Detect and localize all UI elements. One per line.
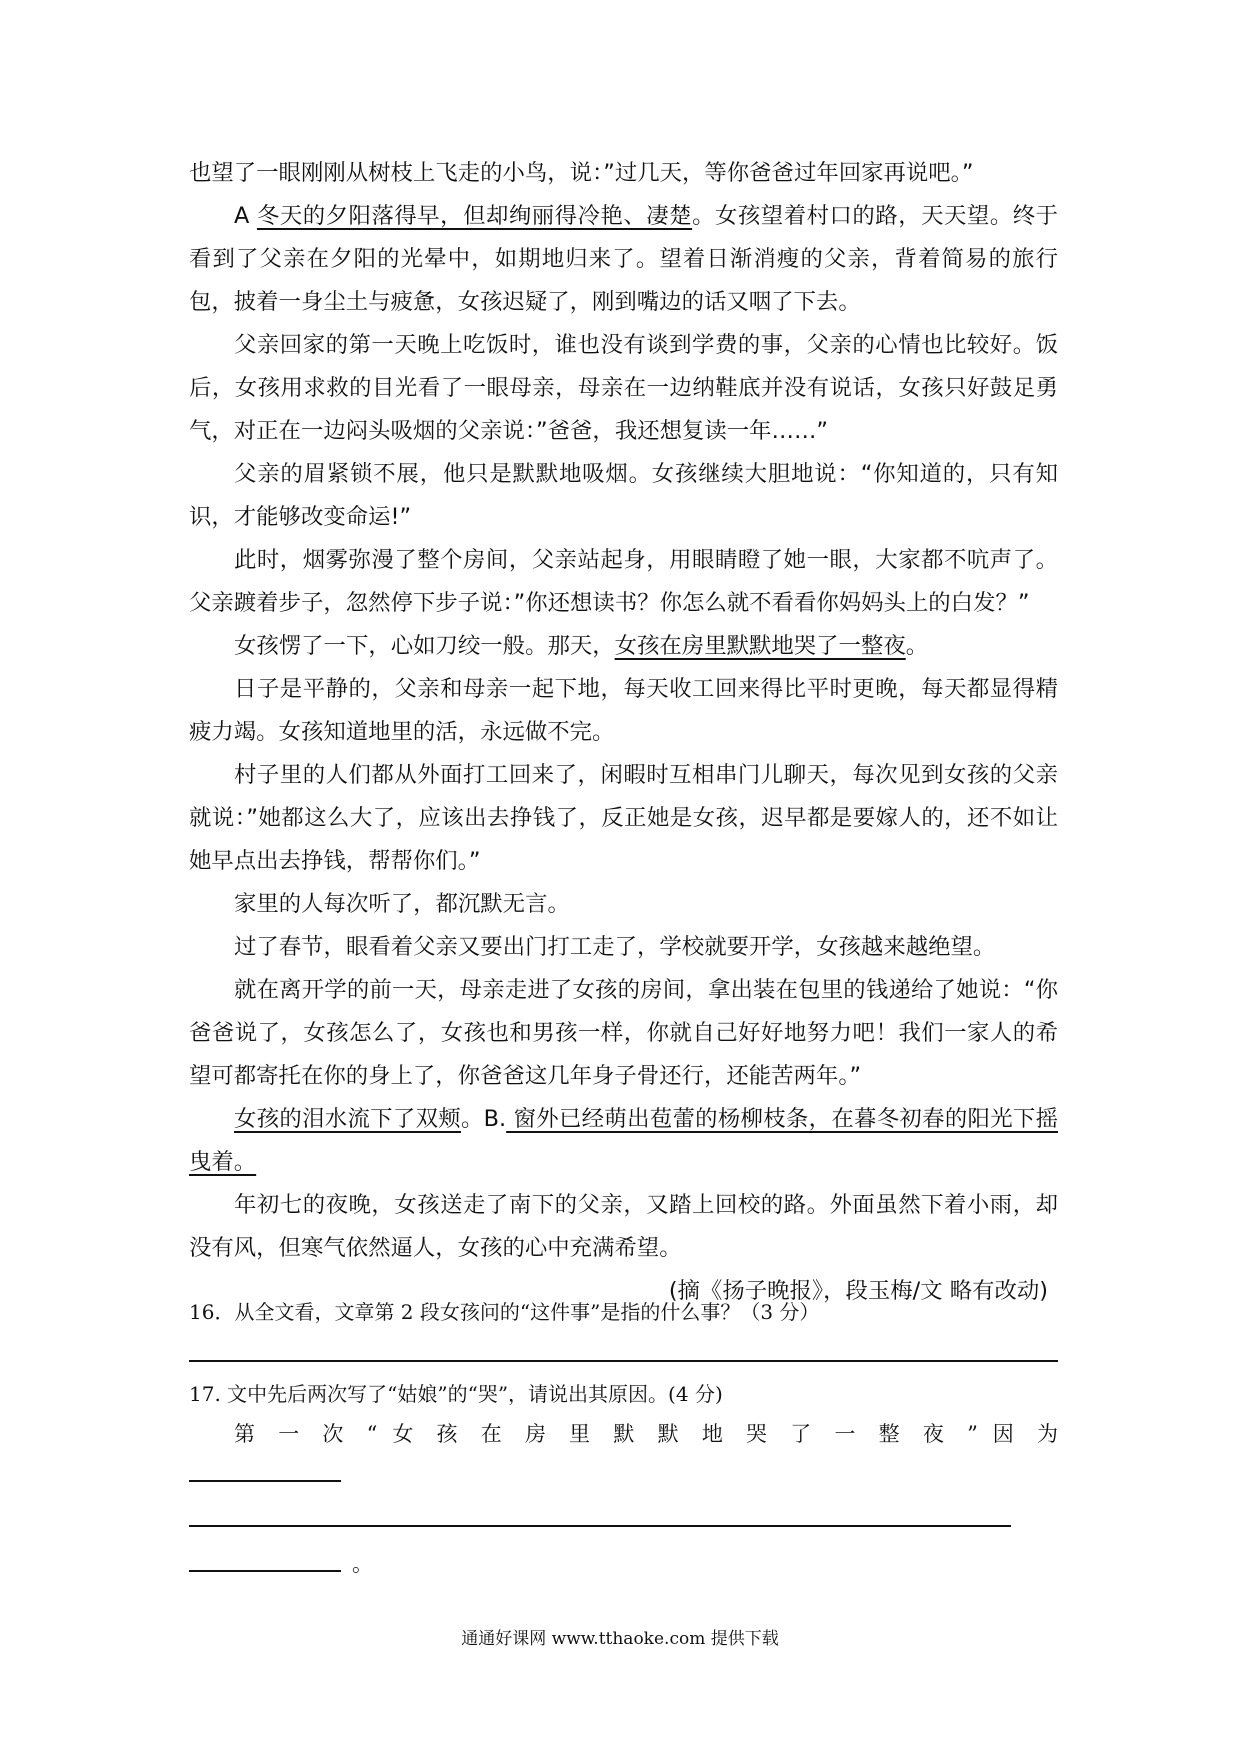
paragraph-13: 年初七的夜晚，女孩送走了南下的父亲，又踏上回校的路。外面虽然下着小雨，却没有风，但寒气依然逼人，女孩的心中充满希望。	[189, 1192, 1058, 1261]
underlined-tears-sentence: 女孩的泪水流下了双颊	[234, 1106, 461, 1132]
underlined-sentence-b: 窗外已经萌出苞蕾的杨柳枝条，在暮冬初春的阳光下摇曳着。	[189, 1106, 1058, 1175]
source-citation: (摘《扬子晚报》，段玉梅/文 略有改动)	[668, 1278, 1048, 1304]
page-footer: 通通好课网 www.tthaoke.com 提供下载	[461, 1629, 779, 1649]
paragraph-8: 村子里的人们都从外面打工回来了，闲暇时互相串门儿聊天，每次见到女孩的父亲就说：”她都这么大了，应该出去挣钱了，反正她是女孩，迟早都是要嫁人的，还不如让她早点出去挣钱，帮帮你们。”	[189, 762, 1058, 874]
paragraph-2: A 冬天的夕阳落得早，但却绚丽得冷艳、凄楚。女孩望着村口的路，天天望。终于看到了父亲在夕阳的光晕中，如期地归来了。望着日渐消瘦的父亲，背着简易的旅行包，披着一身尘土与疲惫，女孩迟疑了，刚到嘴边的话又咽了下去。	[189, 203, 1059, 315]
paragraph-3: 父亲回家的第一天晚上吃饭时，谁也没有谈到学费的事，父亲的心情也比较好。饭后，女孩用求救的目光看了一眼母亲，母亲在一边纳鞋底并没有说话，女孩只好鼓足勇气，对正在一边闷头吸烟的父亲说：”爸爸，我还想复读一年……”	[189, 332, 1058, 444]
paragraph-1: 也望了一眼刚刚从树枝上飞走的小鸟，说：”过几天，等你爸爸过年回家再说吧。”	[189, 160, 974, 186]
paragraph-6: 女孩愣了一下，心如刀绞一般。那天，女孩在房里默默地哭了一整夜。	[234, 633, 929, 659]
paragraph-10: 过了春节，眼看着父亲又要出门打工走了，学校就要开学，女孩越来越绝望。	[234, 934, 996, 960]
answer-blank-3	[189, 1570, 341, 1572]
question-17-first-cry: 第 一 次 “ 女 孩 在 房 里 默 默 地 哭 了 一 整 夜 ” 因 为	[234, 1422, 1058, 1446]
answer-line-2	[189, 1525, 1011, 1527]
answer-period: 。	[352, 1552, 373, 1576]
paragraph-12: 女孩的泪水流下了双颊。B. 窗外已经萌出苞蕾的杨柳枝条，在暮冬初春的阳光下摇曳着。	[189, 1106, 1058, 1175]
underlined-crying-sentence: 女孩在房里默默地哭了一整夜	[614, 633, 906, 659]
answer-blank-1	[189, 1480, 341, 1482]
paragraph-7: 日子是平静的，父亲和母亲一起下地，每天收工回来得比平时更晚，每天都显得精疲力竭。女孩知道地里的活，永远做不完。	[189, 676, 1058, 745]
paragraph-5: 此时，烟雾弥漫了整个房间，父亲站起身，用眼睛瞪了她一眼，大家都不吭声了。父亲踱着步子，忽然停下步子说：”你还想读书？你怎么就不看看你妈妈头上的白发？”	[189, 547, 1058, 616]
story-text	[189, 152, 1058, 1313]
answer-line-16	[189, 1360, 1058, 1362]
paragraph-9: 家里的人每次听了，都沉默无言。	[234, 891, 570, 917]
underlined-sentence-a: 冬天的夕阳落得早，但却绚丽得冷艳、凄楚	[256, 203, 693, 229]
paragraph-4: 父亲的眉紧锁不展，他只是默默地吸烟。女孩继续大胆地说：“你知道的，只有知识，才能够改变命运!”	[189, 461, 1058, 530]
paragraph-11: 就在离开学的前一天，母亲走进了女孩的房间，拿出装在包里的钱递给了她说：“你爸爸说了，女孩怎么了，女孩也和男孩一样，你就自己好好地努力吧！我们一家人的希望可都寄托在你的身上了，你爸爸这几年身子骨还行，还能苦两年。”	[189, 977, 1058, 1089]
question-16: 16．从全文看，文章第 2 段女孩问的“这件事”是指的什么事？（3 分）	[189, 1300, 820, 1324]
marker-a: A	[234, 203, 257, 229]
question-17: 17. 文中先后两次写了“姑娘”的“哭”，请说出其原因。(4 分)	[189, 1382, 723, 1406]
